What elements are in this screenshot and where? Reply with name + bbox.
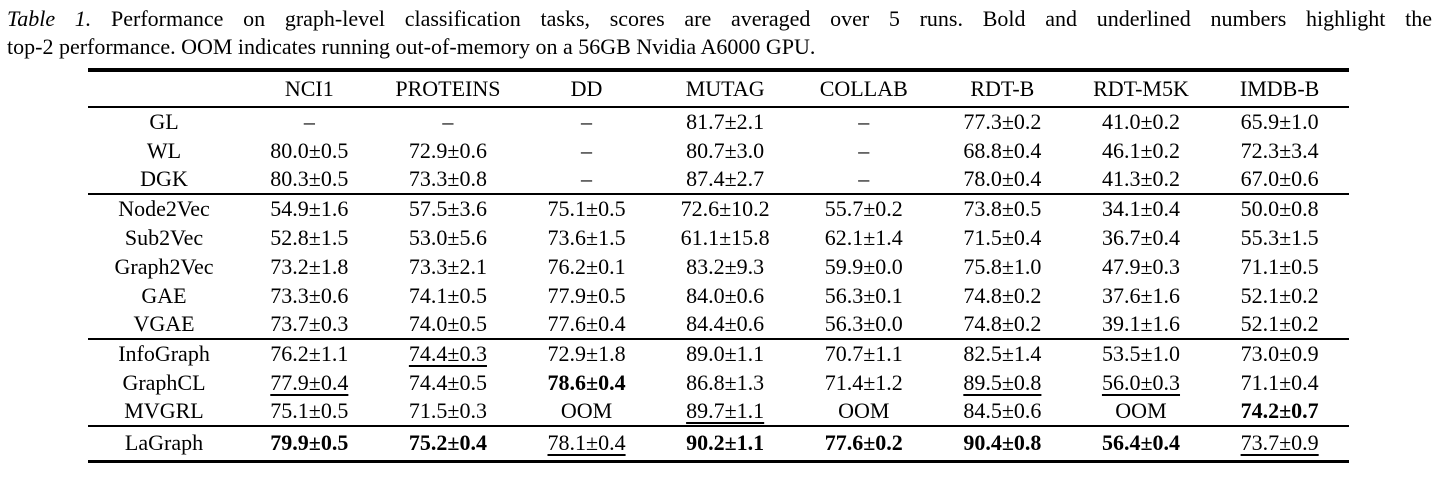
header-row bbox=[88, 70, 1349, 107]
value: – bbox=[581, 137, 593, 163]
table-cell bbox=[1210, 107, 1349, 136]
table-cell bbox=[1210, 252, 1349, 281]
caption-label: Table 1. bbox=[7, 6, 92, 31]
table-cell bbox=[240, 136, 379, 165]
header-cell-mutag: MUTAG bbox=[656, 70, 795, 107]
table-cell bbox=[379, 368, 518, 397]
value: 41.0±0.2 bbox=[1101, 109, 1181, 134]
value-bold: 90.4±0.8 bbox=[963, 430, 1042, 456]
value: 80.7±3.0 bbox=[686, 137, 765, 163]
table-cell bbox=[240, 426, 379, 461]
table-cell bbox=[379, 223, 518, 252]
table-cell bbox=[517, 223, 656, 252]
table-cell bbox=[656, 223, 795, 252]
value: – bbox=[581, 166, 593, 191]
value: 73.3±0.8 bbox=[408, 166, 487, 191]
value-bold: 90.2±1.1 bbox=[686, 430, 765, 456]
table-cell bbox=[517, 397, 656, 426]
table-caption bbox=[0, 0, 1440, 61]
value: 83.2±9.3 bbox=[686, 253, 765, 279]
value: 55.3±1.5 bbox=[1240, 224, 1319, 250]
table-cell bbox=[1210, 339, 1349, 368]
table-cell bbox=[379, 252, 518, 281]
value-underlined: 73.7±0.9 bbox=[1240, 430, 1319, 456]
table-cell bbox=[933, 252, 1072, 281]
table-cell bbox=[794, 136, 933, 165]
caption-line-2: top-2 performance. OOM indicates running out-of-memory on a 56GB Nvidia A6000 GPU. bbox=[7, 34, 816, 59]
value-underlined: 77.9±0.4 bbox=[270, 369, 349, 395]
table-cell bbox=[379, 165, 518, 194]
table-cell bbox=[656, 194, 795, 223]
table-cell bbox=[517, 426, 656, 461]
value: 72.3±3.4 bbox=[1240, 137, 1319, 163]
table-cell bbox=[656, 310, 795, 339]
value: 80.3±0.5 bbox=[270, 166, 349, 191]
value: 34.1±0.4 bbox=[1101, 196, 1181, 221]
value: 37.6±1.6 bbox=[1101, 282, 1181, 308]
value: 73.2±1.8 bbox=[270, 253, 349, 279]
results-table bbox=[88, 68, 1349, 463]
table-row-dgk bbox=[88, 165, 1349, 194]
table-cell bbox=[794, 252, 933, 281]
value: 72.9±1.8 bbox=[547, 341, 626, 366]
table-cell bbox=[933, 281, 1072, 310]
value: 53.5±1.0 bbox=[1101, 341, 1181, 366]
value: 86.8±1.3 bbox=[686, 369, 765, 395]
value: 71.1±0.4 bbox=[1240, 369, 1319, 395]
caption-text-line1: Performance on graph-level classification tasks, scores are averaged over 5 runs. Bold and underlined numbers highlight the bbox=[111, 6, 1433, 31]
table-cell bbox=[517, 339, 656, 368]
value: 36.7±0.4 bbox=[1101, 224, 1181, 250]
table-cell bbox=[517, 194, 656, 223]
table-cell bbox=[1072, 223, 1211, 252]
table-cell bbox=[1210, 310, 1349, 339]
table-cell bbox=[1210, 281, 1349, 310]
value: – bbox=[442, 109, 454, 134]
value: 89.0±1.1 bbox=[686, 341, 765, 366]
value-bold: 78.6±0.4 bbox=[547, 369, 626, 395]
header-cell-empty bbox=[88, 70, 240, 107]
table-cell bbox=[933, 310, 1072, 339]
header-cell-imdb-b: IMDB-B bbox=[1210, 70, 1349, 107]
table-cell bbox=[379, 339, 518, 368]
value: 84.0±0.6 bbox=[686, 282, 765, 308]
value: 41.3±0.2 bbox=[1101, 166, 1181, 191]
value: 78.0±0.4 bbox=[963, 166, 1042, 191]
table-row-infograph bbox=[88, 339, 1349, 368]
table-cell bbox=[240, 281, 379, 310]
value-bold: 77.6±0.2 bbox=[824, 430, 903, 456]
model-name: Graph2Vec bbox=[114, 253, 214, 279]
value-bold: 74.2±0.7 bbox=[1240, 398, 1319, 423]
table-cell bbox=[517, 310, 656, 339]
table-cell bbox=[656, 281, 795, 310]
model-name: Sub2Vec bbox=[124, 224, 204, 250]
table-cell bbox=[1072, 194, 1211, 223]
table-cell bbox=[240, 310, 379, 339]
table-cell bbox=[794, 426, 933, 461]
table-row-gae bbox=[88, 281, 1349, 310]
value: 70.7±1.1 bbox=[824, 341, 903, 366]
table-cell bbox=[656, 397, 795, 426]
table-cell bbox=[1072, 339, 1211, 368]
header-cell-dd: DD bbox=[517, 70, 656, 107]
value: 74.0±0.5 bbox=[408, 311, 487, 336]
value: 39.1±1.6 bbox=[1101, 311, 1181, 336]
header-cell-rdt-b: RDT-B bbox=[933, 70, 1072, 107]
model-name: LaGraph bbox=[88, 426, 240, 461]
table-cell bbox=[517, 252, 656, 281]
table-cell bbox=[1072, 426, 1211, 461]
value: 47.9±0.3 bbox=[1101, 253, 1181, 279]
value: 73.8±0.5 bbox=[963, 196, 1042, 221]
table-cell bbox=[240, 223, 379, 252]
header-cell-nci1: NCI1 bbox=[240, 70, 379, 107]
table-cell bbox=[933, 339, 1072, 368]
value: – bbox=[858, 137, 870, 163]
value: 81.7±2.1 bbox=[686, 109, 765, 134]
table-cell bbox=[656, 165, 795, 194]
table-row-graphcl bbox=[88, 368, 1349, 397]
value: 57.5±3.6 bbox=[408, 196, 487, 221]
value: 50.0±0.8 bbox=[1240, 196, 1319, 221]
value: 56.3±0.0 bbox=[824, 311, 903, 336]
value: 67.0±0.6 bbox=[1240, 166, 1319, 191]
value: 52.1±0.2 bbox=[1240, 311, 1319, 336]
table-cell bbox=[1210, 165, 1349, 194]
value-underlined: 89.5±0.8 bbox=[963, 369, 1042, 395]
value: 62.1±1.4 bbox=[824, 224, 903, 250]
table-cell bbox=[933, 136, 1072, 165]
table-cell bbox=[517, 107, 656, 136]
header-cell-rdt-m5k: RDT-M5K bbox=[1072, 70, 1211, 107]
table-cell bbox=[1072, 107, 1211, 136]
table-cell bbox=[379, 426, 518, 461]
value-underlined: 74.4±0.3 bbox=[408, 341, 487, 366]
table-cell bbox=[794, 368, 933, 397]
table-cell bbox=[794, 339, 933, 368]
header-cell-proteins: PROTEINS bbox=[379, 70, 518, 107]
value: – bbox=[581, 109, 593, 134]
table-cell bbox=[379, 107, 518, 136]
table-row-sub2vec bbox=[88, 223, 1349, 252]
table-cell bbox=[933, 223, 1072, 252]
table-cell bbox=[656, 339, 795, 368]
value: 76.2±1.1 bbox=[270, 341, 349, 366]
table-cell bbox=[1210, 426, 1349, 461]
value: 61.1±15.8 bbox=[680, 224, 770, 250]
value: 82.5±1.4 bbox=[963, 341, 1042, 366]
table-cell bbox=[379, 194, 518, 223]
value-underlined: 89.7±1.1 bbox=[686, 398, 765, 423]
model-name: GL bbox=[149, 109, 179, 134]
value: 54.9±1.6 bbox=[270, 196, 349, 221]
value: – bbox=[858, 109, 870, 134]
table-cell bbox=[794, 223, 933, 252]
value: 73.3±0.6 bbox=[270, 282, 349, 308]
table-cell bbox=[1210, 223, 1349, 252]
value: 68.8±0.4 bbox=[963, 137, 1042, 163]
value: 71.5±0.4 bbox=[963, 224, 1042, 250]
table-cell bbox=[656, 426, 795, 461]
table-row-node2vec bbox=[88, 194, 1349, 223]
value-bold: 79.9±0.5 bbox=[270, 430, 349, 456]
caption-line-1 bbox=[7, 5, 1432, 33]
value: 74.4±0.5 bbox=[408, 369, 487, 395]
value: 84.4±0.6 bbox=[686, 311, 765, 336]
value: 46.1±0.2 bbox=[1101, 137, 1181, 163]
table-cell bbox=[933, 194, 1072, 223]
value: 73.7±0.3 bbox=[270, 311, 349, 336]
table-cell bbox=[933, 426, 1072, 461]
table-cell bbox=[1072, 136, 1211, 165]
model-name: Node2Vec bbox=[88, 194, 240, 223]
table-cell bbox=[933, 397, 1072, 426]
results-table-head bbox=[88, 70, 1349, 107]
table-cell bbox=[240, 165, 379, 194]
value: 80.0±0.5 bbox=[270, 137, 349, 163]
value: 75.1±0.5 bbox=[270, 398, 349, 423]
table-cell bbox=[1072, 165, 1211, 194]
value: 74.1±0.5 bbox=[408, 282, 487, 308]
value: 74.8±0.2 bbox=[963, 311, 1042, 336]
table-cell bbox=[240, 397, 379, 426]
table-cell bbox=[240, 252, 379, 281]
table-cell bbox=[517, 165, 656, 194]
table-cell bbox=[1210, 136, 1349, 165]
value: OOM bbox=[560, 398, 613, 423]
table-cell bbox=[240, 368, 379, 397]
table-cell bbox=[656, 252, 795, 281]
value: 73.0±0.9 bbox=[1240, 341, 1319, 366]
value: 52.1±0.2 bbox=[1240, 282, 1319, 308]
value: 76.2±0.1 bbox=[547, 253, 626, 279]
model-name: VGAE bbox=[133, 311, 195, 336]
value: 84.5±0.6 bbox=[963, 398, 1042, 423]
value: 59.9±0.0 bbox=[824, 253, 903, 279]
value: – bbox=[858, 166, 870, 191]
value-bold: 56.4±0.4 bbox=[1101, 430, 1181, 456]
table-cell bbox=[794, 310, 933, 339]
table-row-lagraph bbox=[88, 426, 1349, 461]
table-cell bbox=[1072, 252, 1211, 281]
model-name: GraphCL bbox=[122, 369, 206, 395]
table-cell bbox=[1072, 368, 1211, 397]
table-cell bbox=[379, 281, 518, 310]
table-row-gl bbox=[88, 107, 1349, 136]
table-cell bbox=[1072, 397, 1211, 426]
table-cell bbox=[656, 368, 795, 397]
table-cell bbox=[933, 107, 1072, 136]
value: 77.6±0.4 bbox=[547, 311, 626, 336]
value: 53.0±5.6 bbox=[408, 224, 487, 250]
value: 72.6±10.2 bbox=[680, 196, 770, 221]
value-underlined: 56.0±0.3 bbox=[1101, 369, 1181, 395]
table-cell bbox=[794, 194, 933, 223]
table-cell bbox=[517, 281, 656, 310]
table-cell bbox=[656, 136, 795, 165]
value-underlined: 78.1±0.4 bbox=[547, 430, 626, 456]
value: – bbox=[303, 109, 315, 134]
table-row-vgae bbox=[88, 310, 1349, 339]
table-cell bbox=[1210, 397, 1349, 426]
model-name: InfoGraph bbox=[88, 339, 240, 368]
table-cell bbox=[794, 397, 933, 426]
model-name: DGK bbox=[140, 166, 188, 191]
value: OOM bbox=[1115, 398, 1167, 423]
value: 73.6±1.5 bbox=[547, 224, 626, 250]
table-row-graph2vec bbox=[88, 252, 1349, 281]
value: 52.8±1.5 bbox=[270, 224, 349, 250]
table-cell bbox=[933, 165, 1072, 194]
value: 75.1±0.5 bbox=[547, 196, 626, 221]
value: 77.3±0.2 bbox=[963, 109, 1042, 134]
table-cell bbox=[379, 397, 518, 426]
header-cell-collab: COLLAB bbox=[794, 70, 933, 107]
table-row-wl bbox=[88, 136, 1349, 165]
table-cell bbox=[794, 107, 933, 136]
table-cell bbox=[379, 136, 518, 165]
value: 72.9±0.6 bbox=[408, 137, 487, 163]
value: OOM bbox=[838, 398, 890, 423]
value: 77.9±0.5 bbox=[547, 282, 626, 308]
table-cell bbox=[517, 136, 656, 165]
results-table-body bbox=[88, 107, 1349, 461]
table-cell bbox=[1210, 368, 1349, 397]
model-name: WL bbox=[146, 137, 182, 163]
value: 55.7±0.2 bbox=[824, 196, 903, 221]
value: 71.1±0.5 bbox=[1240, 253, 1319, 279]
value-bold: 75.2±0.4 bbox=[408, 430, 487, 456]
value: 71.4±1.2 bbox=[824, 369, 903, 395]
table-cell bbox=[1072, 281, 1211, 310]
value: 73.3±2.1 bbox=[408, 253, 487, 279]
table-cell bbox=[656, 107, 795, 136]
table-cell bbox=[794, 281, 933, 310]
table-cell bbox=[933, 368, 1072, 397]
table-cell bbox=[794, 165, 933, 194]
table-cell bbox=[240, 339, 379, 368]
table-row-mvgrl bbox=[88, 397, 1349, 426]
table-cell bbox=[240, 107, 379, 136]
value: 87.4±2.7 bbox=[686, 166, 765, 191]
table-cell bbox=[240, 194, 379, 223]
table-cell bbox=[1072, 310, 1211, 339]
value: 74.8±0.2 bbox=[963, 282, 1042, 308]
value: 71.5±0.3 bbox=[408, 398, 487, 423]
model-name: GAE bbox=[141, 282, 187, 308]
value: 65.9±1.0 bbox=[1240, 109, 1319, 134]
value: 75.8±1.0 bbox=[963, 253, 1042, 279]
table-cell bbox=[379, 310, 518, 339]
table-cell bbox=[1210, 194, 1349, 223]
value: 56.3±0.1 bbox=[824, 282, 903, 308]
table-cell bbox=[517, 368, 656, 397]
model-name: MVGRL bbox=[124, 398, 204, 423]
